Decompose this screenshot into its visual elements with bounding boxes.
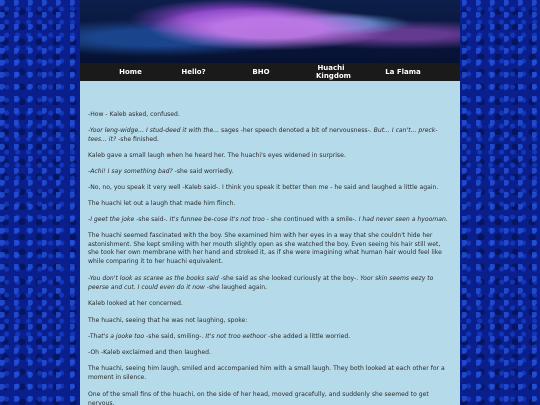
- dialogue-text: -Yoor leng-widge... I stud-deed it with the...: [88, 127, 220, 134]
- paragraph-text: -she added a little worried.: [266, 333, 351, 340]
- paragraph: [88, 200, 452, 209]
- paragraph: [88, 349, 452, 358]
- dialogue-text: I had never seen a hyooman.: [358, 216, 448, 223]
- main-navigation: [80, 63, 460, 81]
- nav-bho[interactable]: BHO: [252, 68, 270, 76]
- dialogue-text: -I geet the joke: [88, 216, 135, 223]
- paragraph-text: -she said as she looked curiously at the boy-.: [218, 275, 361, 282]
- nav-la-flama[interactable]: La Flama: [385, 68, 421, 76]
- paragraph: [88, 184, 452, 193]
- paragraph-text: The huachi let out a laugh that made him flinch.: [88, 200, 236, 207]
- paragraph: [88, 216, 452, 225]
- dialogue-text: Yoor skin seems eezy to peerse and cut. I could even do it now: [88, 275, 434, 291]
- paragraph: [88, 300, 452, 309]
- dialogue-text: -You don't look as scaree as the books said: [88, 275, 219, 282]
- dialogue-text: -That's a jooke too: [88, 333, 145, 340]
- paragraph: [88, 111, 452, 120]
- paragraph-text: sages -her speech denoted a bit of nervousness-.: [219, 127, 374, 134]
- paragraph-text: The huachi, seeing that he was not laughing, spoke:: [88, 317, 248, 324]
- dialogue-text: -Achi! I say something bad?: [88, 168, 173, 175]
- paragraph: [88, 333, 452, 342]
- paragraph-text: -she finished.: [116, 135, 159, 143]
- paragraph-text: -she said, smiling-.: [144, 333, 206, 340]
- paragraph: [88, 152, 452, 161]
- dialogue-text: It's not troo eethoor: [205, 333, 267, 340]
- paragraph: [88, 365, 452, 382]
- paragraph-text: Kaleb looked at her concerned.: [88, 300, 183, 307]
- dialogue-text: But... I can't... preck-tees... it?: [88, 127, 438, 143]
- paragraph-text: -she laughed again.: [204, 283, 268, 291]
- nav-huachi-kingdom[interactable]: Huachi Kingdom: [316, 64, 351, 80]
- paragraph-text: -No, no, you speak it very well -Kaleb said-. I think you speak it better then me - he said and laughed a little again.: [88, 184, 439, 191]
- paragraph-text: The huachi seemed fascinated with the boy. She examined him with her eyes in a way that she couldn't hide her astonishment. She kept smiling with her mouth slightly open as she watched the boy. Even seeing his hair still wet, she took her own membrane with her hand and stroked it, as if she were imagining what human hair would feel like while comparing it to her huachi equivalent.: [88, 232, 442, 265]
- paragraph: [88, 391, 452, 405]
- paragraph: [88, 275, 452, 292]
- paragraph-text: Kaleb gave a small laugh when he heard her. The huachi's eyes widened in surprise.: [88, 152, 346, 159]
- paragraph-text: - she continued with a smile-.: [264, 216, 359, 223]
- paragraph-text: -she said worriedly.: [172, 168, 234, 175]
- paragraph: [88, 232, 452, 266]
- paragraph-text: One of the small fins of the huachi, on the side of her head, moved gracefully, and suddenly she seemed to get nervous.: [88, 391, 429, 405]
- paragraph: [88, 168, 452, 177]
- nav-home[interactable]: Home: [119, 68, 142, 76]
- nav-hello[interactable]: Hello?: [181, 68, 206, 76]
- paragraph-text: -she said-.: [134, 216, 170, 223]
- paragraph: [88, 127, 452, 144]
- story-content: [80, 81, 460, 405]
- header-banner-image: [80, 0, 460, 63]
- paragraph-text: The huachi, seeing him laugh, smiled and accompanied him with a small laugh. They both looked at each other for a moment in silence.: [88, 365, 445, 381]
- paragraph-text: -Oh -Kaleb exclaimed and then laughed.: [88, 349, 211, 356]
- paragraph-text: -How - Kaleb asked, confused.: [88, 111, 180, 118]
- dialogue-text: It's funnee be-cose it's not troo: [169, 216, 265, 223]
- paragraph: [88, 317, 452, 326]
